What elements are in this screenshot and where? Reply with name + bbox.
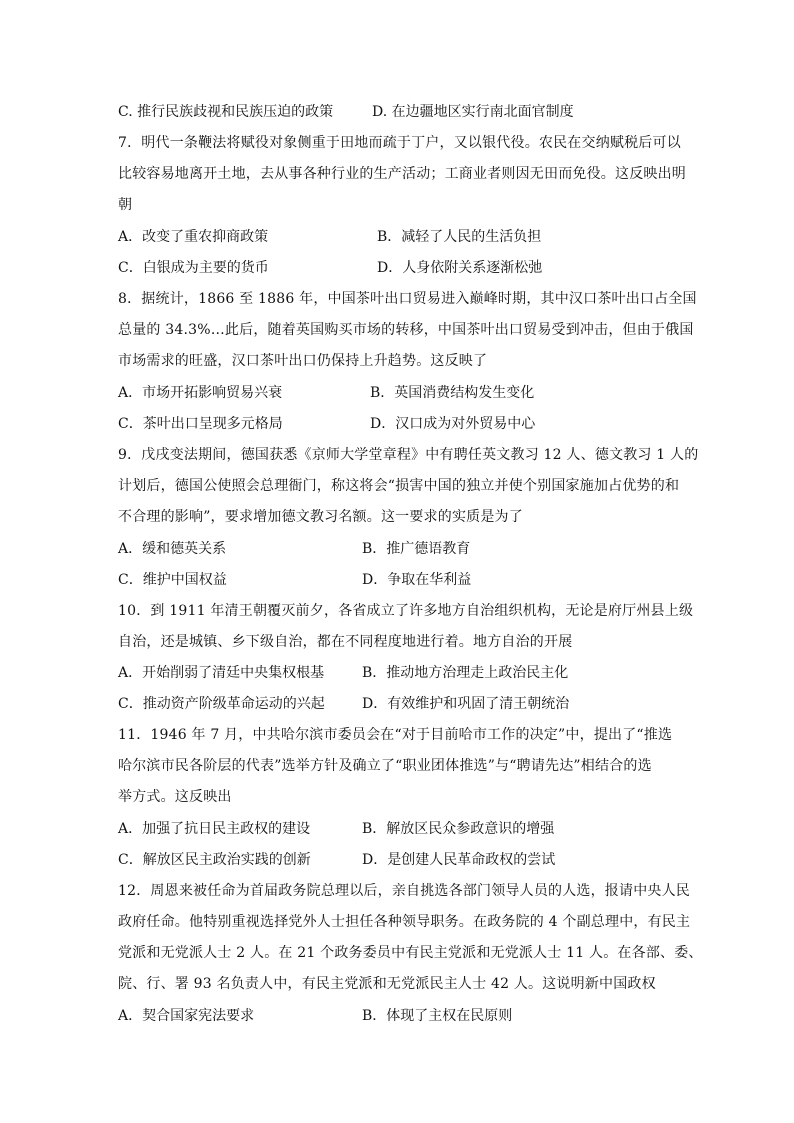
q9-stem-line-1: 9．戊戌变法期间，德国获悉《京师大学堂章程》中有聘任英文教习 12 人、德文教习 1 人的	[118, 447, 699, 463]
q6-option-d: D. 在边疆地区实行南北面官制度	[372, 104, 574, 120]
q10-option-b: B．推动地方治理走上政治民主化	[362, 665, 569, 681]
q9-option-a: A．缓和德英关系	[118, 541, 227, 557]
q10-option-a: A．开始削弱了清廷中央集权根基	[118, 665, 325, 681]
q8-option-b: B．英国消费结构发生变化	[370, 385, 535, 401]
q8-option-c: C．茶叶出口呈现多元格局	[118, 416, 283, 432]
q12-stem-line-2: 政府任命。他特别重视选择党外人士担任各种领导职务。在政务院的 4 个副总理中，有民主	[118, 914, 691, 930]
q9-option-c: C．维护中国权益	[118, 572, 227, 588]
q11-option-a: A．加强了抗日民主政权的建设	[118, 821, 311, 837]
q12-option-b: B．体现了主权在民原则	[362, 1008, 513, 1024]
q12-stem-line-3: 党派和无党派人士 2 人。在 21 个政务委员中有民主党派和无党派人士 11 人。在各部、委、	[118, 945, 703, 961]
q9-stem-line-2: 计划后，德国公使照会总理衙门，称这将会“损害中国的独立并使个别国家施加占优势的和	[118, 478, 680, 494]
q10-option-c: C．推动资产阶级革命运动的兴起	[118, 696, 325, 712]
q11-option-d: D．是创建人民革命政权的尝试	[362, 852, 556, 868]
q8-stem-line-2: 总量的 34.3%…此后，随着英国购买市场的转移，中国茶叶出口贸易受到冲击，但由于俄国	[118, 322, 694, 338]
q9-option-b: B．推广德语教育	[362, 541, 471, 557]
q11-stem-line-2: 哈尔滨市民各阶层的代表”选举方针及确立了“职业团体推选”与“聘请先达”相结合的选	[118, 758, 652, 774]
q11-option-b: B．解放区民众参政意识的增强	[362, 821, 555, 837]
q7-option-a: A．改变了重农抑商政策	[118, 229, 269, 245]
q12-stem-line-1: 12．周恩来被任命为首届政务院总理以后，亲自挑选各部门领导人员的人选，报请中央人民	[118, 883, 691, 899]
q12-stem-line-4: 院、行、署 93 名负责人中，有民主党派和无党派民主人士 42 人。这说明新中国政权	[118, 976, 656, 992]
q8-option-d: D．汉口成为对外贸易中心	[370, 416, 536, 432]
q7-stem-line-2: 比较容易地离开土地，去从事各种行业的生产活动；工商业者则因无田而免役。这反映出明	[118, 166, 686, 182]
q8-stem-line-1: 8．据统计，1866 至 1886 年，中国茶叶出口贸易进入巅峰时期，其中汉口茶叶出口占全国	[118, 291, 697, 307]
q11-option-c: C．解放区民主政治实践的创新	[118, 852, 311, 868]
q8-option-a: A．市场开拓影响贸易兴衰	[118, 385, 283, 401]
q7-option-d: D．人身依附关系逐渐松弛	[377, 260, 543, 276]
q7-stem-line-3: 朝	[118, 197, 133, 213]
q11-stem-line-3: 举方式。这反映出	[118, 789, 232, 805]
q12-option-a: A．契合国家宪法要求	[118, 1008, 255, 1024]
q10-stem-line-2: 自治，还是城镇、乡下级自治，都在不同程度地进行着。地方自治的开展	[118, 634, 573, 650]
q9-option-d: D．争取在华利益	[362, 572, 472, 588]
q6-option-c: C. 推行民族歧视和民族压迫的政策	[118, 104, 334, 120]
q8-stem-line-3: 市场需求的旺盛，汉口茶叶出口仍保持上升趋势。这反映了	[118, 353, 488, 369]
q7-stem-line-1: 7．明代一条鞭法将赋役对象侧重于田地而疏于丁户，又以银代役。农民在交纳赋税后可以	[118, 135, 681, 151]
q10-stem-line-1: 10．到 1911 年清王朝覆灭前夕，各省成立了许多地方自治组织机构，无论是府厅州县上级	[118, 603, 694, 619]
q7-option-b: B．减轻了人民的生活负担	[377, 229, 542, 245]
q11-stem-line-1: 11．1946 年 7 月，中共哈尔滨市委员会在“对于目前哈市工作的决定”中，提出了“推选	[118, 727, 673, 743]
q9-stem-line-3: 不合理的影响”，要求增加德文教习名额。这一要求的实质是为了	[118, 509, 523, 525]
q7-option-c: C．白银成为主要的货币	[118, 260, 269, 276]
q10-option-d: D．有效维护和巩固了清王朝统治	[362, 696, 570, 712]
